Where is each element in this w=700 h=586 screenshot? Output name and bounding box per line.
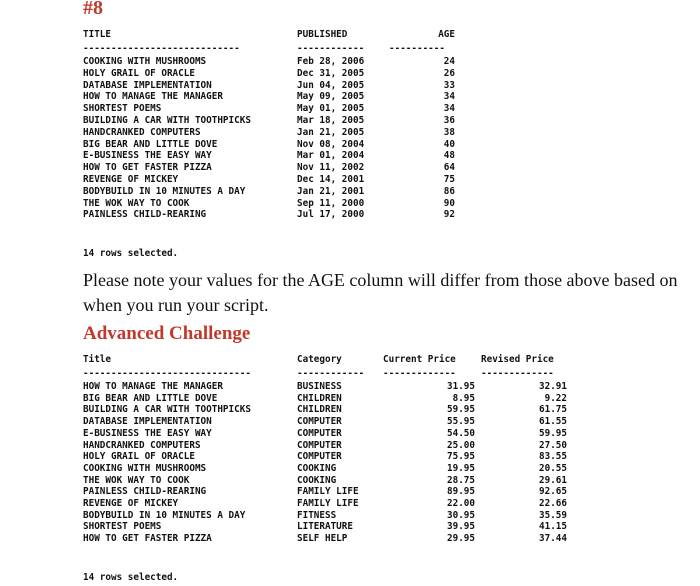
cell-title: BIG BEAR AND LITTLE DOVE — [83, 138, 218, 150]
cell-age: 75 — [443, 174, 455, 185]
cell-published: Dec 31, 2005 — [297, 67, 365, 79]
published-age-table — [83, 27, 463, 259]
cell-published: May 09, 2005 — [297, 91, 365, 103]
cell-category: COMPUTER — [297, 451, 342, 463]
age-note: Please note your values for the AGE column will differ from those above based on when you run your script. — [83, 270, 678, 315]
cell-revised-price: 61.75 — [539, 404, 567, 416]
cell-current-price: 29.95 — [447, 533, 475, 545]
cell-age: 33 — [443, 79, 455, 91]
cell-title: COOKING WITH MUSHROOMS — [83, 56, 207, 67]
cell-revised-price: 37.44 — [539, 533, 567, 545]
cell-title: REVENGE OF MICKEY — [83, 498, 179, 509]
separator-revised: ------------- — [481, 368, 554, 379]
cell-category: COMPUTER — [297, 427, 342, 439]
cell-current-price: 28.75 — [447, 474, 475, 486]
cell-title: BUILDING A CAR WITH TOOTHPICKS — [83, 115, 251, 126]
cell-age: 64 — [443, 162, 455, 174]
separator-title: ------------------------------ — [83, 368, 251, 379]
cell-published: Nov 11, 2002 — [297, 162, 365, 174]
cell-title: COOKING WITH MUSHROOMS — [83, 462, 207, 474]
cell-title: PAINLESS CHILD-REARING — [83, 486, 207, 498]
challenge-heading: Advanced Challenge — [83, 323, 251, 344]
cell-published: Jan 21, 2001 — [297, 185, 365, 197]
cell-age: 48 — [443, 150, 455, 162]
cell-age: 40 — [443, 138, 455, 150]
separator-current: ------------- — [383, 368, 456, 379]
cell-current-price: 31.95 — [447, 381, 475, 392]
cell-revised-price: 41.15 — [539, 521, 567, 533]
header-revised-price: Revised Price — [481, 354, 554, 365]
rows-selected-footer: 14 rows selected. — [83, 248, 179, 259]
separator-title: ---------------------------- — [83, 43, 240, 54]
cell-published: Feb 28, 2006 — [297, 56, 365, 67]
cell-published: May 01, 2005 — [297, 103, 365, 115]
cell-published: Mar 01, 2004 — [297, 150, 365, 162]
cell-published: Nov 08, 2004 — [297, 138, 365, 150]
cell-age: 26 — [443, 67, 455, 79]
cell-title: REVENGE OF MICKEY — [83, 174, 179, 185]
cell-age: 34 — [443, 91, 455, 103]
cell-published: Jun 04, 2005 — [297, 79, 365, 91]
cell-published: Jan 21, 2005 — [297, 126, 365, 138]
cell-category: BUSINESS — [297, 381, 342, 392]
cell-age: 92 — [443, 209, 455, 221]
cell-current-price: 8.95 — [452, 392, 475, 404]
cell-age: 86 — [443, 185, 455, 197]
cell-title: E-BUSINESS THE EASY WAY — [83, 427, 212, 439]
cell-category: FITNESS — [297, 509, 337, 521]
separator-published: ------------ — [297, 43, 365, 54]
cell-title: HOW TO MANAGE THE MANAGER — [83, 381, 223, 392]
header-published: PUBLISHED — [297, 29, 348, 40]
cell-title: HOLY GRAIL OF ORACLE — [83, 451, 195, 463]
cell-published: Mar 18, 2005 — [297, 115, 365, 126]
price-table — [83, 352, 573, 584]
cell-current-price: 55.95 — [447, 416, 475, 428]
header-title: TITLE — [83, 29, 111, 40]
cell-title: BODYBUILD IN 10 MINUTES A DAY — [83, 185, 246, 197]
cell-category: FAMILY LIFE — [297, 486, 359, 498]
cell-title: BIG BEAR AND LITTLE DOVE — [83, 392, 218, 404]
cell-title: HOLY GRAIL OF ORACLE — [83, 67, 195, 79]
cell-category: COMPUTER — [297, 439, 342, 451]
cell-revised-price: 9.22 — [544, 392, 567, 404]
cell-current-price: 89.95 — [447, 486, 475, 498]
cell-title: BUILDING A CAR WITH TOOTHPICKS — [83, 404, 251, 416]
cell-title: HANDCRANKED COMPUTERS — [83, 439, 201, 451]
rows-selected-footer: 14 rows selected. — [83, 572, 179, 583]
cell-title: DATABASE IMPLEMENTATION — [83, 79, 212, 91]
cell-revised-price: 92.65 — [539, 486, 567, 498]
cell-category: FAMILY LIFE — [297, 498, 359, 509]
cell-published: Jul 17, 2000 — [297, 209, 365, 221]
cell-current-price: 22.00 — [447, 498, 475, 509]
cell-category: COOKING — [297, 474, 337, 486]
cell-category: LITERATURE — [297, 521, 353, 533]
cell-revised-price: 22.66 — [539, 498, 567, 509]
cell-revised-price: 59.95 — [539, 427, 567, 439]
header-age: AGE — [438, 29, 455, 40]
cell-current-price: 75.95 — [447, 451, 475, 463]
cell-current-price: 25.00 — [447, 439, 475, 451]
cell-title: HANDCRANKED COMPUTERS — [83, 126, 201, 138]
cell-age: 24 — [443, 56, 455, 67]
cell-category: CHILDREN — [297, 392, 342, 404]
cell-revised-price: 29.61 — [539, 474, 567, 486]
cell-title: HOW TO GET FASTER PIZZA — [83, 162, 212, 174]
cell-category: COOKING — [297, 462, 337, 474]
cell-age: 34 — [443, 103, 455, 115]
cell-title: SHORTEST POEMS — [83, 521, 162, 533]
separator-category: ------------ — [297, 368, 365, 379]
cell-current-price: 59.95 — [447, 404, 475, 416]
cell-title: PAINLESS CHILD-REARING — [83, 209, 207, 221]
cell-category: SELF HELP — [297, 533, 348, 545]
cell-age: 38 — [443, 126, 455, 138]
section-heading: #8 — [83, 0, 103, 19]
cell-current-price: 19.95 — [447, 462, 475, 474]
cell-current-price: 30.95 — [447, 509, 475, 521]
cell-category: CHILDREN — [297, 404, 342, 416]
cell-revised-price: 20.55 — [539, 462, 567, 474]
cell-revised-price: 83.55 — [539, 451, 567, 463]
cell-age: 90 — [443, 197, 455, 209]
cell-current-price: 54.50 — [447, 427, 475, 439]
cell-category: COMPUTER — [297, 416, 342, 428]
cell-title: DATABASE IMPLEMENTATION — [83, 416, 212, 428]
cell-title: BODYBUILD IN 10 MINUTES A DAY — [83, 509, 246, 521]
cell-title: THE WOK WAY TO COOK — [83, 474, 190, 486]
cell-current-price: 39.95 — [447, 521, 475, 533]
separator-age: ---------- — [389, 43, 445, 54]
cell-published: Dec 14, 2001 — [297, 174, 365, 185]
cell-title: THE WOK WAY TO COOK — [83, 197, 190, 209]
header-title: Title — [83, 354, 111, 365]
cell-revised-price: 27.50 — [539, 439, 567, 451]
cell-title: SHORTEST POEMS — [83, 103, 162, 115]
header-category: Category — [297, 354, 342, 365]
cell-age: 36 — [443, 115, 455, 126]
cell-revised-price: 32.91 — [539, 381, 567, 392]
cell-title: HOW TO MANAGE THE MANAGER — [83, 91, 223, 103]
cell-title: HOW TO GET FASTER PIZZA — [83, 533, 212, 545]
header-current-price: Current Price — [383, 354, 456, 365]
cell-title: E-BUSINESS THE EASY WAY — [83, 150, 212, 162]
cell-published: Sep 11, 2000 — [297, 197, 365, 209]
cell-revised-price: 35.59 — [539, 509, 567, 521]
cell-revised-price: 61.55 — [539, 416, 567, 428]
